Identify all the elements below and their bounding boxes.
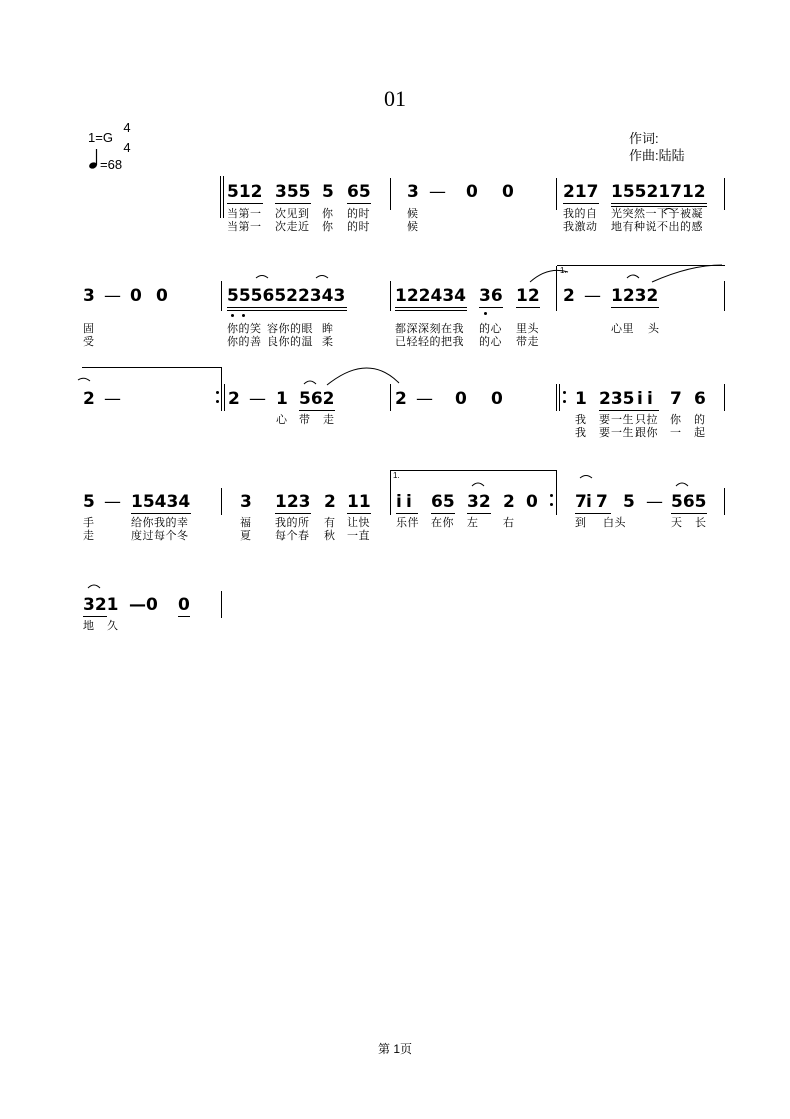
lyric: 的心 <box>479 336 502 348</box>
lyric: 的时 <box>347 221 370 233</box>
lyric: 夏 <box>240 530 252 542</box>
note-dash: — <box>429 182 446 202</box>
lyric: 的时 <box>347 208 370 220</box>
lyric: 我 <box>575 414 587 426</box>
lyricist-credit: 作词: <box>629 131 659 146</box>
lyric: 我 <box>575 427 587 439</box>
slur <box>580 476 592 479</box>
lyric: 心 <box>276 414 288 426</box>
lyric: 要 <box>599 414 611 426</box>
note-high: i <box>637 389 643 409</box>
lyric: 长 <box>695 517 707 529</box>
lyric: 乐伴 <box>396 517 419 529</box>
note-group: 32 <box>467 492 491 512</box>
lyric: 你 <box>322 221 334 233</box>
slur <box>327 368 399 385</box>
lyric: 跟你 <box>635 427 658 439</box>
note-group: 5556522343 <box>227 286 346 306</box>
note-high: i <box>396 492 402 512</box>
note-dash: — <box>416 389 433 409</box>
note-dash: — <box>104 492 121 512</box>
lyric: 的 <box>694 414 706 426</box>
note-group: 1 <box>276 389 288 409</box>
note-dash: — <box>104 286 121 306</box>
note-group: 0 <box>526 492 538 512</box>
note-group: 36 <box>479 286 503 306</box>
lyric: 走 <box>83 530 95 542</box>
lyric: 左 <box>467 517 479 529</box>
note-group: 0 <box>502 182 514 202</box>
lyric: 一生 <box>611 414 634 426</box>
lyric: 到 <box>575 517 587 529</box>
lyric: 良你的温 <box>267 336 313 348</box>
key-signature: 1=G <box>88 130 113 145</box>
note-high: i <box>586 492 592 512</box>
note-group: 5 <box>322 182 334 202</box>
note-group: 3 <box>83 286 95 306</box>
page-title: 01 <box>384 86 406 111</box>
lyric: 我激动 <box>563 221 598 233</box>
lyric: 眸 <box>322 323 334 335</box>
lyric: 天 <box>671 517 683 529</box>
lyric: 容你的眼 <box>267 323 313 335</box>
note-group: 235 <box>599 389 635 409</box>
lyric: 要 <box>599 427 611 439</box>
note-group: 12 <box>516 286 540 306</box>
lyric: 我的自 <box>563 208 598 220</box>
slur <box>88 585 100 588</box>
note-group: 0 <box>466 182 478 202</box>
note-group: 1 <box>575 389 587 409</box>
note-dash: — <box>104 389 121 409</box>
page-number: 第 1页 <box>377 1042 412 1056</box>
lyric: 带走 <box>516 336 539 348</box>
note-group: 0 <box>491 389 503 409</box>
slur <box>304 381 316 384</box>
note-group: 11 <box>347 492 371 512</box>
note-group: 512 <box>227 182 263 202</box>
note-group: 7 <box>575 492 587 512</box>
note-dash: — <box>646 492 663 512</box>
note-dash: — <box>249 389 266 409</box>
note-group: 2 <box>83 389 95 409</box>
note-group: 355 <box>275 182 311 202</box>
note-dash: — <box>584 286 601 306</box>
note-group: 2 <box>324 492 336 512</box>
slur <box>627 275 639 278</box>
lyric: 一直 <box>347 530 370 542</box>
lyric: 我的所 <box>275 517 310 529</box>
lyric: 当第一 <box>227 208 262 220</box>
slur <box>256 276 268 279</box>
lyric: 受 <box>83 336 95 348</box>
lyric: 一生 <box>611 427 634 439</box>
lyric: 白头 <box>603 517 626 529</box>
slur <box>316 276 328 279</box>
lyric: 的心 <box>479 323 502 335</box>
slur <box>664 209 674 212</box>
note-group: 15434 <box>131 492 191 512</box>
lyric: 地有种说不出的感 <box>611 221 703 233</box>
note-group: 0 <box>156 286 168 306</box>
note-group: 1232 <box>611 286 659 306</box>
note-group: 7 <box>670 389 682 409</box>
lyric: 右 <box>503 517 515 529</box>
lyric: 度过每个冬 <box>131 530 189 542</box>
tempo-marking: =68 <box>100 157 123 172</box>
note-group: 123 <box>275 492 311 512</box>
slur <box>472 483 484 486</box>
lyric: 候 <box>407 208 419 220</box>
lyric: 手 <box>83 517 95 529</box>
note-group: 5 <box>623 492 635 512</box>
note-group: 562 <box>299 389 335 409</box>
volta-label: 1. <box>560 266 567 275</box>
volta-label: 1. <box>393 471 400 480</box>
slur <box>676 483 688 486</box>
lyric: 带 <box>299 414 311 426</box>
lyric: 每个春 <box>275 530 310 542</box>
note-group: 217 <box>563 182 599 202</box>
note-group: 3 <box>240 492 252 512</box>
note-high: i <box>406 492 412 512</box>
composer-credit: 作曲:陆陆 <box>629 148 685 163</box>
slur <box>78 378 90 381</box>
note-group: 15521712 <box>611 182 706 202</box>
note-group: 0 <box>455 389 467 409</box>
lyric: 久 <box>107 620 119 632</box>
lyric: 只拉 <box>635 414 658 426</box>
lyric: 次走近 <box>275 221 310 233</box>
lyric: 光突然一下子被凝 <box>611 208 703 220</box>
slur <box>530 270 568 282</box>
note-group: 2 <box>503 492 515 512</box>
lyric: 次见到 <box>275 208 310 220</box>
note-group: 122434 <box>395 286 466 306</box>
lyric: 福 <box>240 517 252 529</box>
lyric: 当第一 <box>227 221 262 233</box>
lyric: 你的善 <box>227 336 262 348</box>
lyric: 起 <box>694 427 706 439</box>
lyric: 走 <box>323 414 335 426</box>
note-group: 2 <box>563 286 575 306</box>
lyric: 心里 <box>611 323 634 335</box>
note-group: 6 <box>694 389 706 409</box>
note-group: 0 <box>178 595 190 615</box>
note-group: 65 <box>347 182 371 202</box>
lyric: 你 <box>322 208 334 220</box>
lyric: 里头 <box>516 323 539 335</box>
lyric: 在你 <box>431 517 454 529</box>
note-group: —0 <box>129 595 158 615</box>
lyric: 都深深刻在我 <box>395 323 464 335</box>
note-high: i <box>647 389 653 409</box>
lyric: 头 <box>648 323 660 335</box>
lyric: 候 <box>407 221 419 233</box>
note-group: 7 <box>596 492 608 512</box>
note-group: 2 <box>395 389 407 409</box>
lyric: 固 <box>83 323 95 335</box>
lyric: 有 <box>324 517 336 529</box>
note-group: 0 <box>130 286 142 306</box>
lyric: 已轻轻的把我 <box>395 336 464 348</box>
lyric: 你的笑 <box>227 323 262 335</box>
lyric: 地 <box>83 620 95 632</box>
lyric: 给你我的幸 <box>131 517 189 529</box>
note-group: 321 <box>83 595 119 615</box>
note-group: 65 <box>431 492 455 512</box>
time-signature-top: 4 <box>123 120 131 135</box>
time-signature-bottom: 4 <box>123 140 131 155</box>
note-group: 2 <box>228 389 240 409</box>
lyric: 让快 <box>347 517 370 529</box>
lyric: 一 <box>670 427 682 439</box>
slur <box>652 265 722 282</box>
lyric: 你 <box>670 414 682 426</box>
lyric: 柔 <box>322 336 334 348</box>
lyric: 秋 <box>324 530 336 542</box>
note-group: 3 <box>407 182 419 202</box>
note-group: 565 <box>671 492 707 512</box>
note-group: 5 <box>83 492 95 512</box>
